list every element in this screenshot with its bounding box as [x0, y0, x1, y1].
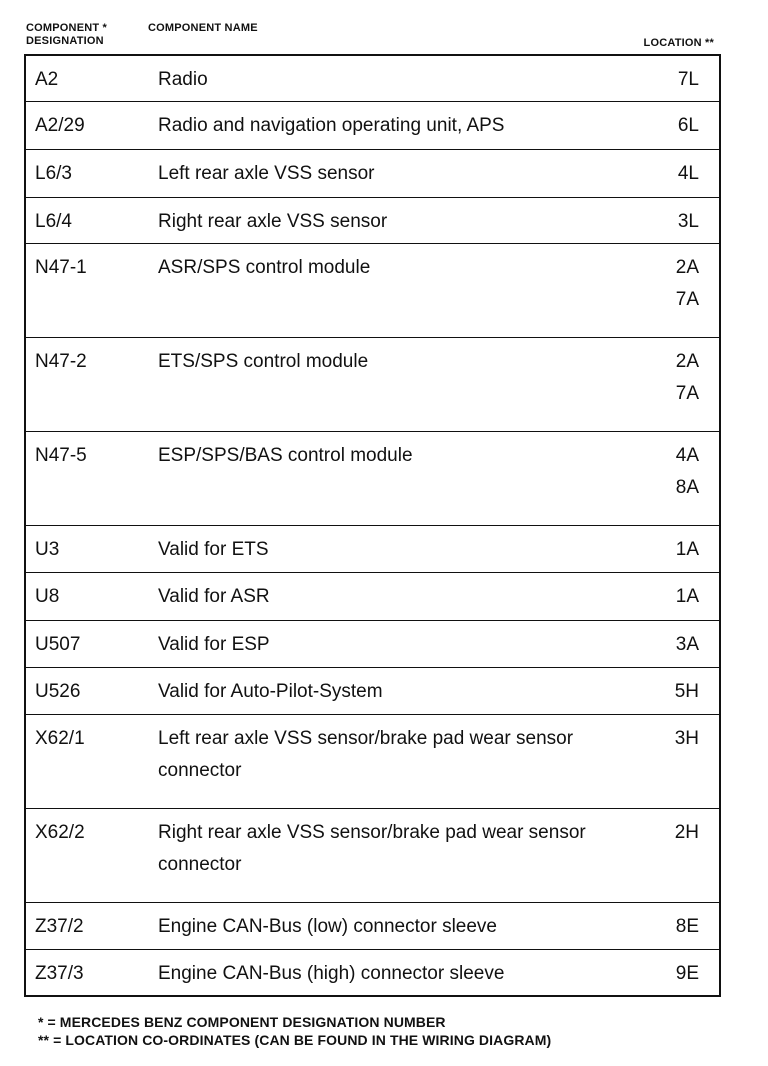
- table-row: [25, 620, 720, 667]
- location-code: 7A: [675, 288, 699, 310]
- component-location: [639, 808, 720, 902]
- location-code: 5H: [674, 680, 699, 702]
- name-text: Right rear axle VSS sensor: [158, 210, 388, 232]
- location-code: 6L: [677, 114, 699, 136]
- component-location: [639, 714, 720, 808]
- component-name: [150, 525, 639, 572]
- designation-text: L6/4: [35, 210, 72, 232]
- component-name: [150, 431, 639, 525]
- designation-text: U507: [35, 633, 81, 655]
- footnotes: [38, 1013, 551, 1049]
- name-text: Valid for Auto-Pilot-System: [158, 680, 383, 702]
- designation-text: A2/29: [35, 114, 85, 136]
- table-row: [25, 197, 720, 243]
- component-location: [639, 949, 720, 996]
- location-code: 9E: [675, 962, 699, 984]
- component-name: [150, 572, 639, 620]
- location-code: 3A: [675, 633, 699, 655]
- table-row: [25, 149, 720, 197]
- footnote-location: ** = LOCATION CO-ORDINATES (CAN BE FOUND IN THE WIRING DIAGRAM): [38, 1032, 552, 1048]
- header-location: LOCATION **: [643, 37, 714, 49]
- component-table: [24, 54, 721, 997]
- component-designation: [25, 572, 150, 620]
- table-row: [25, 55, 720, 101]
- table-row: [25, 808, 720, 902]
- location-code: 8E: [675, 915, 699, 937]
- table-row: [25, 572, 720, 620]
- component-designation: [25, 149, 150, 197]
- component-location: [639, 337, 720, 431]
- component-name: [150, 808, 639, 902]
- name-text: Engine CAN-Bus (high) connector sleeve: [158, 962, 505, 984]
- name-text: Engine CAN-Bus (low) connector sleeve: [158, 915, 497, 937]
- component-name: [150, 55, 639, 101]
- designation-text: U3: [35, 538, 60, 560]
- table-row: [25, 101, 720, 149]
- location-code: 3H: [674, 727, 699, 749]
- component-designation: [25, 101, 150, 149]
- location-code: 4L: [677, 162, 699, 184]
- name-text: ESP/SPS/BAS control module: [158, 444, 413, 466]
- designation-text: N47-5: [35, 444, 87, 466]
- name-text: Left rear axle VSS sensor: [158, 162, 375, 184]
- component-name: [150, 243, 639, 337]
- component-location: [639, 620, 720, 667]
- component-designation: [25, 55, 150, 101]
- header-name: COMPONENT NAME: [148, 22, 258, 34]
- component-name: [150, 667, 639, 714]
- table-row: [25, 243, 720, 337]
- component-location: [639, 525, 720, 572]
- name-text: Valid for ESP: [158, 633, 270, 655]
- component-location: [639, 149, 720, 197]
- name-text: Valid for ETS: [158, 538, 269, 560]
- location-code: 8A: [675, 476, 699, 498]
- component-designation: [25, 714, 150, 808]
- component-location: [639, 902, 720, 949]
- component-name: [150, 620, 639, 667]
- designation-text: U8: [35, 585, 60, 607]
- component-designation: [25, 902, 150, 949]
- table-row: [25, 431, 720, 525]
- designation-text: X62/2: [35, 821, 85, 843]
- component-location: [639, 243, 720, 337]
- designation-text: L6/3: [35, 162, 72, 184]
- location-code: 1A: [675, 585, 699, 607]
- name-text: Left rear axle VSS sensor/brake pad wear sensor connector: [158, 727, 574, 781]
- component-location: [639, 572, 720, 620]
- component-name: [150, 714, 639, 808]
- component-designation: [25, 243, 150, 337]
- name-text: ASR/SPS control module: [158, 256, 371, 278]
- designation-text: N47-2: [35, 350, 87, 372]
- table-row: [25, 525, 720, 572]
- component-location: [639, 197, 720, 243]
- component-location: [639, 55, 720, 101]
- location-code: 1A: [675, 538, 699, 560]
- table-row: [25, 714, 720, 808]
- component-designation: [25, 525, 150, 572]
- name-text: Radio: [158, 69, 208, 90]
- designation-text: X62/1: [35, 727, 85, 749]
- component-location: [639, 431, 720, 525]
- table-row: [25, 337, 720, 431]
- designation-text: Z37/3: [35, 962, 84, 984]
- component-name: [150, 101, 639, 149]
- designation-text: U526: [35, 680, 81, 702]
- table-row: [25, 949, 720, 996]
- component-designation: [25, 949, 150, 996]
- component-designation: [25, 620, 150, 667]
- location-code: 2H: [674, 821, 699, 843]
- component-location: [639, 101, 720, 149]
- footnote-designation: * = MERCEDES BENZ COMPONENT DESIGNATION NUMBER: [38, 1014, 446, 1030]
- table-row: [25, 667, 720, 714]
- location-code: 2A: [675, 256, 699, 278]
- location-code: 4A: [675, 444, 699, 466]
- component-designation: [25, 337, 150, 431]
- component-designation: [25, 197, 150, 243]
- designation-text: Z37/2: [35, 915, 84, 937]
- component-location: [639, 667, 720, 714]
- name-text: Radio and navigation operating unit, APS: [158, 114, 505, 136]
- component-designation: [25, 667, 150, 714]
- name-text: ETS/SPS control module: [158, 350, 369, 372]
- header-designation: COMPONENT * DESIGNATION: [26, 22, 108, 47]
- designation-text: A2: [35, 69, 59, 90]
- component-name: [150, 149, 639, 197]
- component-name: [150, 197, 639, 243]
- component-name: [150, 902, 639, 949]
- component-name: [150, 337, 639, 431]
- name-text: Right rear axle VSS sensor/brake pad wear sensor connector: [158, 821, 586, 875]
- component-designation: [25, 808, 150, 902]
- location-code: 7L: [677, 69, 699, 90]
- designation-text: N47-1: [35, 256, 87, 278]
- location-code: 7A: [675, 382, 699, 404]
- location-code: 2A: [675, 350, 699, 372]
- component-designation: [25, 431, 150, 525]
- component-name: [150, 949, 639, 996]
- table-row: [25, 902, 720, 949]
- name-text: Valid for ASR: [158, 585, 270, 607]
- location-code: 3L: [677, 210, 699, 232]
